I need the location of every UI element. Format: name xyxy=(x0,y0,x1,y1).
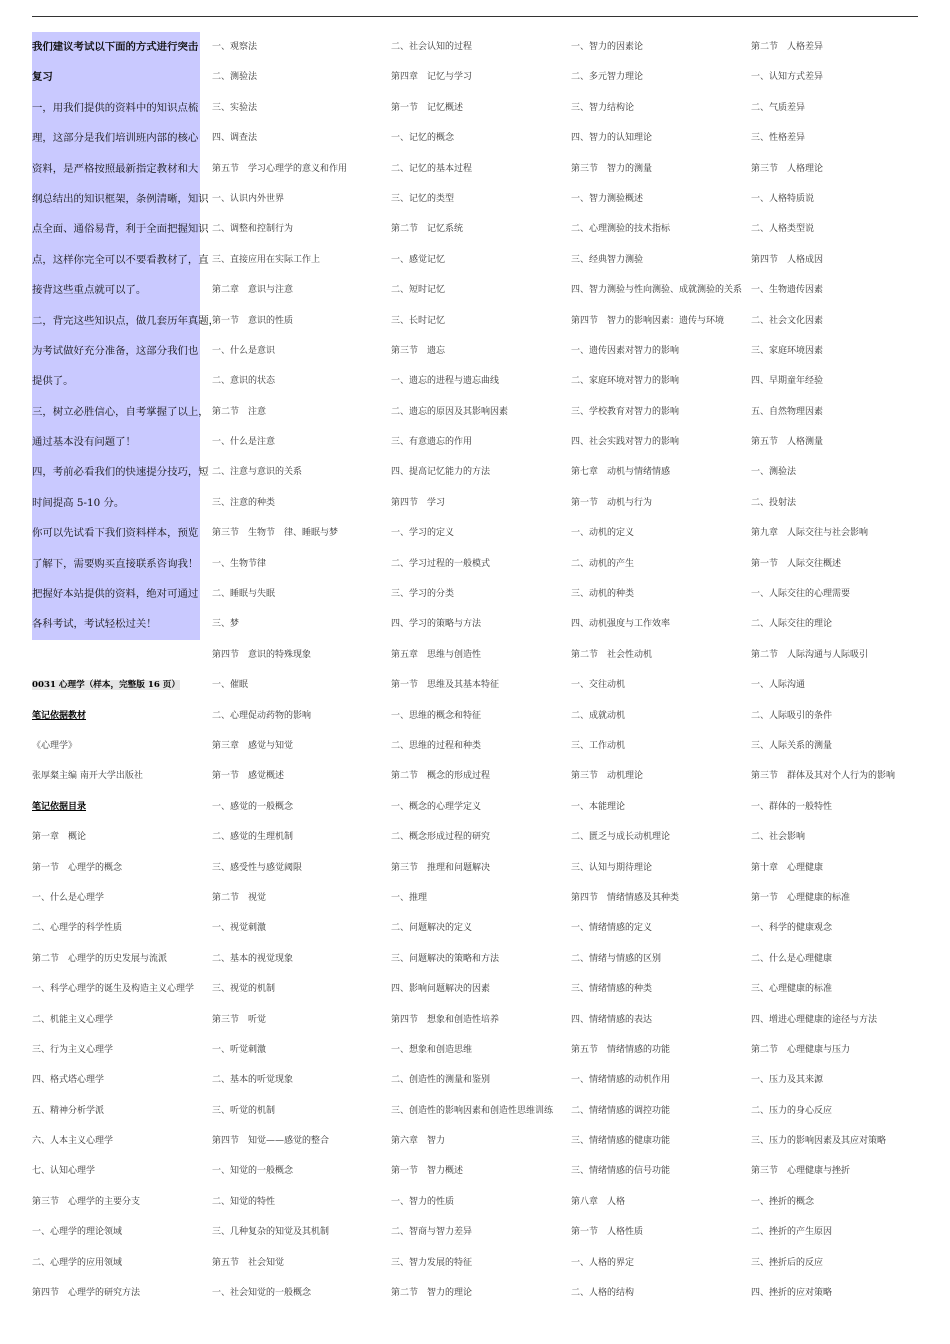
outline-item: 三、感受性与感觉阈限 xyxy=(212,862,303,873)
outline-item: 四、社会实践对智力的影响 xyxy=(571,437,680,448)
outline-item: 一、感觉记忆 xyxy=(391,254,446,265)
note-outline-label: 笔记依据目录 xyxy=(32,801,87,812)
promo-line: 理，这部分是我们培训班内部的核心 xyxy=(32,132,199,145)
outline-item: 第五章 思维与创造性 xyxy=(391,649,482,660)
outline-item: 三、学校教育对智力的影响 xyxy=(571,406,680,417)
outline-item: 第二节 概念的形成过程 xyxy=(391,771,491,782)
outline-item: 二、知觉的特性 xyxy=(212,1196,276,1207)
column-2 xyxy=(212,32,384,1308)
outline-item: 三、记忆的类型 xyxy=(391,193,455,204)
outline-item: 三、直接应用在实际工作上 xyxy=(212,254,321,265)
outline-item: 二、投射法 xyxy=(751,497,797,508)
promo-line: 纲总结出的知识框架，条例清晰，知识 xyxy=(32,192,209,205)
outline-item: 四、影响问题解决的因素 xyxy=(391,984,491,995)
outline-item: 第三节 人格理论 xyxy=(751,163,824,174)
outline-item: 第五节 学习心理学的意义和作用 xyxy=(212,163,348,174)
outline-item: 第三节 动机理论 xyxy=(571,771,644,782)
outline-item: 一、认知方式差异 xyxy=(751,72,824,83)
outline-item: 一、遗传因素对智力的影响 xyxy=(571,345,680,356)
promo-line: 各科考试，考试轻松过关！ xyxy=(32,618,157,631)
outline-item: 第一节 心理学的概念 xyxy=(32,862,123,873)
promo-line: 接背这些重点就可以了。 xyxy=(32,284,147,297)
outline-item: 二、基本的视觉现象 xyxy=(212,953,294,964)
outline-item: 一、人格特质说 xyxy=(751,193,815,204)
promo-line: 点全面、通俗易背，利于全面把握知识 xyxy=(32,223,209,236)
outline-item: 四、情绪情感的表达 xyxy=(571,1014,653,1025)
outline-item: 第四节 情绪情感及其种类 xyxy=(571,892,680,903)
outline-item: 二、注意与意识的关系 xyxy=(212,467,303,478)
outline-item: 一、智力的性质 xyxy=(391,1196,455,1207)
outline-item: 四、智力的认知理论 xyxy=(571,133,653,144)
outline-item: 一、推理 xyxy=(391,892,428,903)
outline-item: 一、想象和创造思维 xyxy=(391,1044,473,1055)
outline-item: 三、注意的种类 xyxy=(212,497,276,508)
outline-item: 三、有意遗忘的作用 xyxy=(391,437,473,448)
outline-item: 第三章 感觉与知觉 xyxy=(212,740,294,751)
outline-item: 二、心理测验的技术指标 xyxy=(571,224,671,235)
outline-item: 一、什么是注意 xyxy=(212,437,276,448)
outline-item: 一、人际沟通 xyxy=(751,680,806,691)
outline-item: 第三节 智力的测量 xyxy=(571,163,653,174)
outline-item: 二、社会文化因素 xyxy=(751,315,824,326)
outline-item: 七、认知心理学 xyxy=(32,1166,96,1177)
outline-item: 一、感觉的一般概念 xyxy=(212,801,294,812)
outline-item: 一、概念的心理学定义 xyxy=(391,801,482,812)
outline-item: 二、心理学的应用领域 xyxy=(32,1257,123,1268)
outline-item: 二、问题解决的定义 xyxy=(391,923,473,934)
outline-item: 第二节 记忆系统 xyxy=(391,224,464,235)
textbook-name: 《心理学》 xyxy=(32,740,78,751)
outline-item: 第七章 动机与情绪情感 xyxy=(571,467,671,478)
outline-item: 四、调查法 xyxy=(212,133,258,144)
column-5 xyxy=(751,32,923,1308)
outline-item: 五、自然物理因素 xyxy=(751,406,824,417)
outline-item: 一、生物遗传因素 xyxy=(751,285,824,296)
outline-item: 第二节 心理健康与压力 xyxy=(751,1044,851,1055)
outline-item: 一、社会知觉的一般概念 xyxy=(212,1288,312,1299)
outline-item: 第一节 人格性质 xyxy=(571,1227,644,1238)
outline-item: 一、科学心理学的诞生及构造主义心理学 xyxy=(32,984,195,995)
outline-item: 三、梦 xyxy=(212,619,240,630)
outline-item: 二、人格的结构 xyxy=(571,1288,635,1299)
outline-item: 第二节 人际沟通与人际吸引 xyxy=(751,649,869,660)
outline-item: 六、人本主义心理学 xyxy=(32,1136,114,1147)
outline-item: 三、长时记忆 xyxy=(391,315,446,326)
outline-item: 第六章 智力 xyxy=(391,1136,446,1147)
outline-item: 一、群体的一般特性 xyxy=(751,801,833,812)
outline-item: 第四节 想象和创造性培养 xyxy=(391,1014,500,1025)
outline-item: 第二节 心理学的历史发展与流派 xyxy=(32,953,168,964)
promo-line: 了解下，需要购买直接联系咨询我！ xyxy=(32,557,199,570)
outline-item: 二、压力的身心反应 xyxy=(751,1105,833,1116)
outline-item: 三、智力发展的特征 xyxy=(391,1257,473,1268)
outline-item: 三、视觉的机制 xyxy=(212,984,276,995)
outline-item: 一、知觉的一般概念 xyxy=(212,1166,294,1177)
promo-line: 为考试做好充分准备，这部分我们也 xyxy=(32,344,199,357)
outline-item: 第一节 智力概述 xyxy=(391,1166,464,1177)
promo-line: 二，背完这些知识点，做几套历年真题， xyxy=(32,314,220,327)
outline-item: 二、情绪与情感的区别 xyxy=(571,953,662,964)
outline-item: 二、家庭环境对智力的影响 xyxy=(571,376,680,387)
outline-item: 三、问题解决的策略和方法 xyxy=(391,953,500,964)
outline-item: 一、心理学的理论领域 xyxy=(32,1227,123,1238)
outline-item: 第二节 智力的理论 xyxy=(391,1288,473,1299)
outline-item: 三、学习的分类 xyxy=(391,589,455,600)
outline-item: 四、格式塔心理学 xyxy=(32,1075,105,1086)
outline-item: 二、人格类型说 xyxy=(751,224,815,235)
outline-item: 二、记忆的基本过程 xyxy=(391,163,473,174)
outline-item: 二、感觉的生理机制 xyxy=(212,832,294,843)
outline-item: 一、智力测验概述 xyxy=(571,193,644,204)
outline-item: 第四节 意识的特殊现象 xyxy=(212,649,312,660)
column-4 xyxy=(571,32,743,1308)
outline-item: 四、早期童年经验 xyxy=(751,376,824,387)
outline-item: 第四节 人格成因 xyxy=(751,254,824,265)
outline-item: 一、科学的健康观念 xyxy=(751,923,833,934)
outline-item: 三、智力结构论 xyxy=(571,102,635,113)
outline-item: 三、实验法 xyxy=(212,102,258,113)
outline-item: 二、思维的过程和种类 xyxy=(391,740,482,751)
outline-item: 二、动机的产生 xyxy=(571,558,635,569)
outline-item: 二、挫折的产生原因 xyxy=(751,1227,833,1238)
outline-item: 二、成就动机 xyxy=(571,710,626,721)
outline-item: 二、基本的听觉现象 xyxy=(212,1075,294,1086)
outline-item: 一、智力的因素论 xyxy=(571,42,644,52)
promo-line: 提供了。 xyxy=(32,375,74,388)
outline-item: 二、短时记忆 xyxy=(391,285,446,296)
outline-item: 二、社会影响 xyxy=(751,832,806,843)
outline-item: 第五节 情绪情感的功能 xyxy=(571,1044,671,1055)
outline-item: 第四节 知觉——感觉的整合 xyxy=(212,1136,330,1147)
promo-line: 你可以先试看下我们资料样本，预览 xyxy=(32,527,199,540)
promo-line: 时间提高 5-10 分。 xyxy=(32,496,125,509)
outline-item: 第一章 概论 xyxy=(32,832,87,843)
outline-item: 四、动机强度与工作效率 xyxy=(571,619,671,630)
promo-line: 点，这样你完全可以不要看教材了，直 xyxy=(32,253,209,266)
outline-item: 第二节 社会性动机 xyxy=(571,649,653,660)
outline-item: 三、心理健康的标准 xyxy=(751,984,833,995)
outline-item: 第三节 心理健康与挫折 xyxy=(751,1166,851,1177)
outline-item: 第二节 视觉 xyxy=(212,892,267,903)
outline-item: 第一节 记忆概述 xyxy=(391,102,464,113)
outline-item: 第三节 群体及其对个人行为的影响 xyxy=(751,771,896,782)
outline-item: 三、认知与期待理论 xyxy=(571,862,653,873)
textbook-author: 张厚粲主编 南开大学出版社 xyxy=(32,771,143,782)
outline-item: 二、情绪情感的调控功能 xyxy=(571,1105,671,1116)
outline-item: 第四节 智力的影响因素：遗传与环境 xyxy=(571,315,725,326)
outline-item: 一、人际交往的心理需要 xyxy=(751,589,851,600)
outline-item: 一、本能理论 xyxy=(571,801,626,812)
outline-item: 一、听觉刺激 xyxy=(212,1044,267,1055)
outline-item: 第三节 生物节 律、睡眠与梦 xyxy=(212,528,339,539)
outline-item: 第三节 心理学的主要分支 xyxy=(32,1196,141,1207)
outline-item: 一、生物节律 xyxy=(212,558,267,569)
outline-item: 二、学习过程的一般模式 xyxy=(391,558,491,569)
outline-item: 二、匮乏与成长动机理论 xyxy=(571,832,671,843)
outline-item: 二、创造性的测量和鉴别 xyxy=(391,1075,491,1086)
promo-line: 一，用我们提供的资料中的知识点梳 xyxy=(32,101,199,114)
outline-item: 一、什么是心理学 xyxy=(32,892,105,903)
outline-item: 第一节 人际交往概述 xyxy=(751,558,842,569)
promo-line: 四，考前必看我们的快速提分技巧，短 xyxy=(32,466,209,479)
column-1 xyxy=(32,32,220,1308)
outline-item: 四、提高记忆能力的方法 xyxy=(391,467,491,478)
outline-item: 三、动机的种类 xyxy=(571,589,635,600)
outline-item: 一、人格的界定 xyxy=(571,1257,635,1268)
outline-item: 五、精神分析学派 xyxy=(32,1105,105,1116)
outline-item: 第十章 心理健康 xyxy=(751,862,824,873)
outline-item: 一、学习的定义 xyxy=(391,528,455,539)
column-3 xyxy=(391,32,563,1308)
promo-line: 我们建议考试以下面的方式进行突击 xyxy=(32,41,199,53)
outline-item: 第四节 学习 xyxy=(391,497,446,508)
outline-item: 四、挫折的应对策略 xyxy=(751,1288,833,1299)
outline-item: 第二节 人格差异 xyxy=(751,42,824,52)
outline-item: 第五节 社会知觉 xyxy=(212,1257,285,1268)
outline-item: 三、情绪情感的健康功能 xyxy=(571,1136,671,1147)
outline-item: 第三节 推理和问题解决 xyxy=(391,862,491,873)
outline-item: 第一节 感觉概述 xyxy=(212,771,285,782)
outline-item: 三、工作动机 xyxy=(571,740,626,751)
promo-line: 复习 xyxy=(32,71,53,84)
outline-item: 一、挫折的概念 xyxy=(751,1196,815,1207)
outline-item: 三、经典智力测验 xyxy=(571,254,644,265)
outline-item: 第一节 思维及其基本特征 xyxy=(391,680,500,691)
outline-item: 一、认识内外世界 xyxy=(212,193,285,204)
outline-item: 三、家庭环境因素 xyxy=(751,345,824,356)
outline-item: 一、情绪情感的动机作用 xyxy=(571,1075,671,1086)
outline-item: 一、视觉刺激 xyxy=(212,923,267,934)
outline-item: 三、情绪情感的信号功能 xyxy=(571,1166,671,1177)
outline-item: 二、机能主义心理学 xyxy=(32,1014,114,1025)
outline-item: 第二节 注意 xyxy=(212,406,267,417)
outline-item: 第五节 人格测量 xyxy=(751,437,824,448)
outline-item: 三、人际关系的测量 xyxy=(751,740,833,751)
outline-item: 四、学习的策略与方法 xyxy=(391,619,482,630)
outline-item: 第四节 心理学的研究方法 xyxy=(32,1288,141,1299)
header-rule xyxy=(32,16,918,17)
outline-item: 四、智力测验与性向测验、成就测验的关系 xyxy=(571,285,743,296)
promo-line: 资料，是严格按照最新指定教材和大 xyxy=(32,162,199,175)
outline-item: 第一节 心理健康的标准 xyxy=(751,892,851,903)
book-title xyxy=(32,670,204,700)
outline-item: 第三节 听觉 xyxy=(212,1014,267,1025)
outline-item: 第四章 记忆与学习 xyxy=(391,72,473,83)
outline-item: 一、什么是意识 xyxy=(212,345,276,356)
outline-item: 第八章 人格 xyxy=(571,1196,626,1207)
outline-item: 第一节 意识的性质 xyxy=(212,315,294,326)
outline-item: 一、观察法 xyxy=(212,42,258,52)
outline-item: 一、交往动机 xyxy=(571,680,626,691)
outline-item: 二、心理促动药物的影响 xyxy=(212,710,312,721)
outline-item: 一、测验法 xyxy=(751,467,797,478)
outline-item: 三、听觉的机制 xyxy=(212,1105,276,1116)
promo-line: 三，树立必胜信心，自考掌握了以上， xyxy=(32,405,209,418)
promo-box xyxy=(32,32,220,640)
outline-item: 二、人际交往的理论 xyxy=(751,619,833,630)
outline-item: 二、睡眠与失眠 xyxy=(212,589,276,600)
outline-item: 三、创造性的影响因素和创造性思维训练 xyxy=(391,1105,554,1116)
outline-item: 三、情绪情感的种类 xyxy=(571,984,653,995)
outline-item: 一、催眠 xyxy=(212,680,249,691)
outline-item: 一、压力及其来源 xyxy=(751,1075,824,1086)
outline-item: 二、社会认知的过程 xyxy=(391,42,473,52)
outline-item: 第三节 遗忘 xyxy=(391,345,446,356)
outline-item: 第一节 动机与行为 xyxy=(571,497,653,508)
outline-item: 一、情绪情感的定义 xyxy=(571,923,653,934)
outline-item: 一、记忆的概念 xyxy=(391,133,455,144)
spacer xyxy=(32,640,204,670)
outline-item: 第二章 意识与注意 xyxy=(212,285,294,296)
outline-item: 三、行为主义心理学 xyxy=(32,1044,114,1055)
note-basis-label: 笔记依据教材 xyxy=(32,710,87,721)
outline-item: 二、意识的状态 xyxy=(212,376,276,387)
outline-item: 二、智商与智力差异 xyxy=(391,1227,473,1238)
outline-item: 一、动机的定义 xyxy=(571,528,635,539)
promo-line: 把握好本站提供的资料，绝对可通过 xyxy=(32,588,199,601)
outline-item: 三、几种复杂的知觉及其机制 xyxy=(212,1227,330,1238)
promo-line: 通过基本没有问题了！ xyxy=(32,436,136,449)
outline-item: 三、压力的影响因素及其应对策略 xyxy=(751,1136,887,1147)
book-title-text: 0031 心理学（样本，完整版 16 页） xyxy=(32,680,180,691)
outline-item: 二、什么是心理健康 xyxy=(751,953,833,964)
outline-item: 一、思维的概念和特征 xyxy=(391,710,482,721)
outline-item: 一、遗忘的进程与遗忘曲线 xyxy=(391,376,500,387)
outline-item: 三、性格差异 xyxy=(751,133,806,144)
outline-item: 四、增进心理健康的途径与方法 xyxy=(751,1014,878,1025)
outline-item: 二、测验法 xyxy=(212,72,258,83)
outline-item: 二、气质差异 xyxy=(751,102,806,113)
outline-item: 二、多元智力理论 xyxy=(571,72,644,83)
outline-item: 二、概念形成过程的研究 xyxy=(391,832,491,843)
outline-item: 二、调整和控制行为 xyxy=(212,224,294,235)
outline-item: 三、挫折后的反应 xyxy=(751,1257,824,1268)
outline-item: 二、人际吸引的条件 xyxy=(751,710,833,721)
outline-item: 第九章 人际交往与社会影响 xyxy=(751,528,869,539)
outline-item: 二、遗忘的原因及其影响因素 xyxy=(391,406,509,417)
outline-item: 二、心理学的科学性质 xyxy=(32,923,123,934)
